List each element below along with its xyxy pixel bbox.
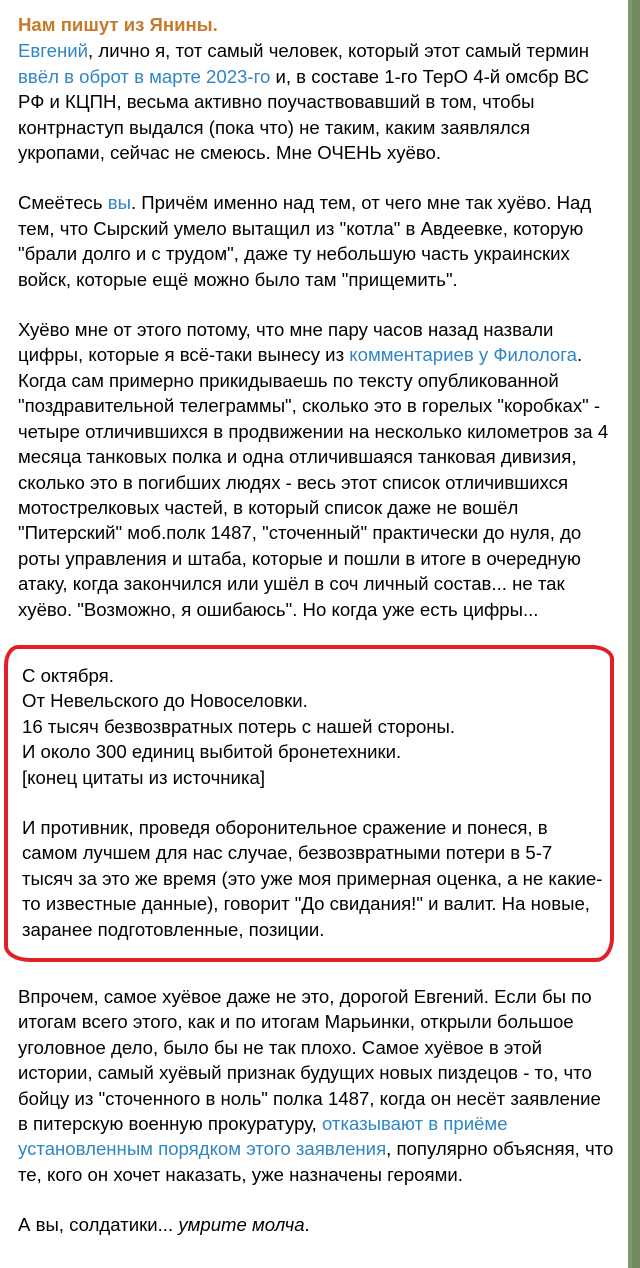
quote-line: [конец цитаты из источника] [22, 766, 265, 788]
quote-line: От Невельского до Новоселовки. [22, 690, 308, 712]
quote-paragraph: И противник, проведя оборонительное сражение и понеся, в самом лучшем для нас случае, безвозвратными потери в 5-7 тысяч за это же время (это уже моя примерная оценка, а не какие-то известные данные), говорит "До свидания!" и валит. На новые, заранее подготовленные, позиции. [22, 816, 603, 940]
closing-italic: умрите молча [178, 1214, 305, 1236]
paragraph-1: Евгений, лично я, тот самый человек, который этот самый термин ввёл в оброт в марте 2023-го и, в составе 1-го ТерО 4-й омсбр ВС РФ и КЦПН, весьма активно поучаствовавший в том, чтобы контрнаступ выдался (пока что) не таким, каким заявлялся укропами, сейчас не смеюсь. Мне ОЧЕНЬ хуёво. [18, 40, 590, 164]
quote-line: С октября. [22, 664, 114, 686]
quote-line: 16 тысяч безвозвратных потерь с нашей стороны. [22, 715, 456, 737]
paragraph-4: Впрочем, самое хуёвое даже не это, дорогой Евгений. Если бы по итогам всего этого, как и по итогам Марьинки, открыли большое уголовное дело, было бы не так плохо. Самое хуёвое в этой истории, самый хуёвый признак будущих новых пиздецов - то, что бойцу из "сточенного в ноль" полка 1487, когда он несёт заявление в питерскую военную прокуратуру, отказывают в приёме установленным порядком этого заявления, популярно объясняя, что те, кого он хочет наказать, уже назначены героями. [18, 986, 614, 1185]
quote-line: И около 300 единиц выбитой бронетехники. [22, 741, 402, 763]
chat-background-edge [632, 0, 640, 1268]
link-refusal[interactable]: отказывают в приёме установленным порядком этого заявления [18, 1113, 508, 1160]
paragraph-3: Хуёво мне от этого потому, что мне пару часов назад назвали цифры, которые я всё-таки вынесу из комментариев у Филолога. Когда сам примерно прикидываешь по тексту опубликованной "поздравительной телеграммы", сколько это в горелых "коробках" - четыре отличившихся в продвижении на несколько километров за 4 месяца танковых полка и одна отличившаяся танковая дивизия, сколько это в погибших людях - весь этот список отличившихся мотострелковых частей, в который список даже не вошёл "Питерский" моб.полк 1487, "сточенный" практически до нуля, до роты управления и штаба, которые и пошли в итоге в очередную атаку, когда закончился или ушёл в соч личный состав... не так хуёво. "Возможно, я ошибаюсь". Но когда уже есть цифры... [18, 319, 609, 620]
link-vy[interactable]: вы [107, 192, 131, 214]
channel-author[interactable]: Нам пишут из Янины. [18, 14, 218, 35]
quote-spacer [22, 790, 604, 815]
highlighted-quote-box [4, 645, 614, 962]
link-evgeniy[interactable]: Евгений [18, 40, 89, 62]
paragraph-2: Смеётесь вы. Причём именно над тем, от чего мне так хуёво. Над тем, что Сырский умело вытащил из "котла" в Авдеевке, которую "брали долго и с трудом", даже ту небольшую часть украинских войск, которые ещё можно было там "прищемить". [18, 192, 592, 290]
link-philologist-comments[interactable]: комментариев у Филолога [349, 344, 577, 366]
paragraph-5: А вы, солдатики... умрите молча. [18, 1214, 310, 1236]
link-term-intro[interactable]: ввёл в оброт в марте 2023-го [18, 65, 271, 87]
